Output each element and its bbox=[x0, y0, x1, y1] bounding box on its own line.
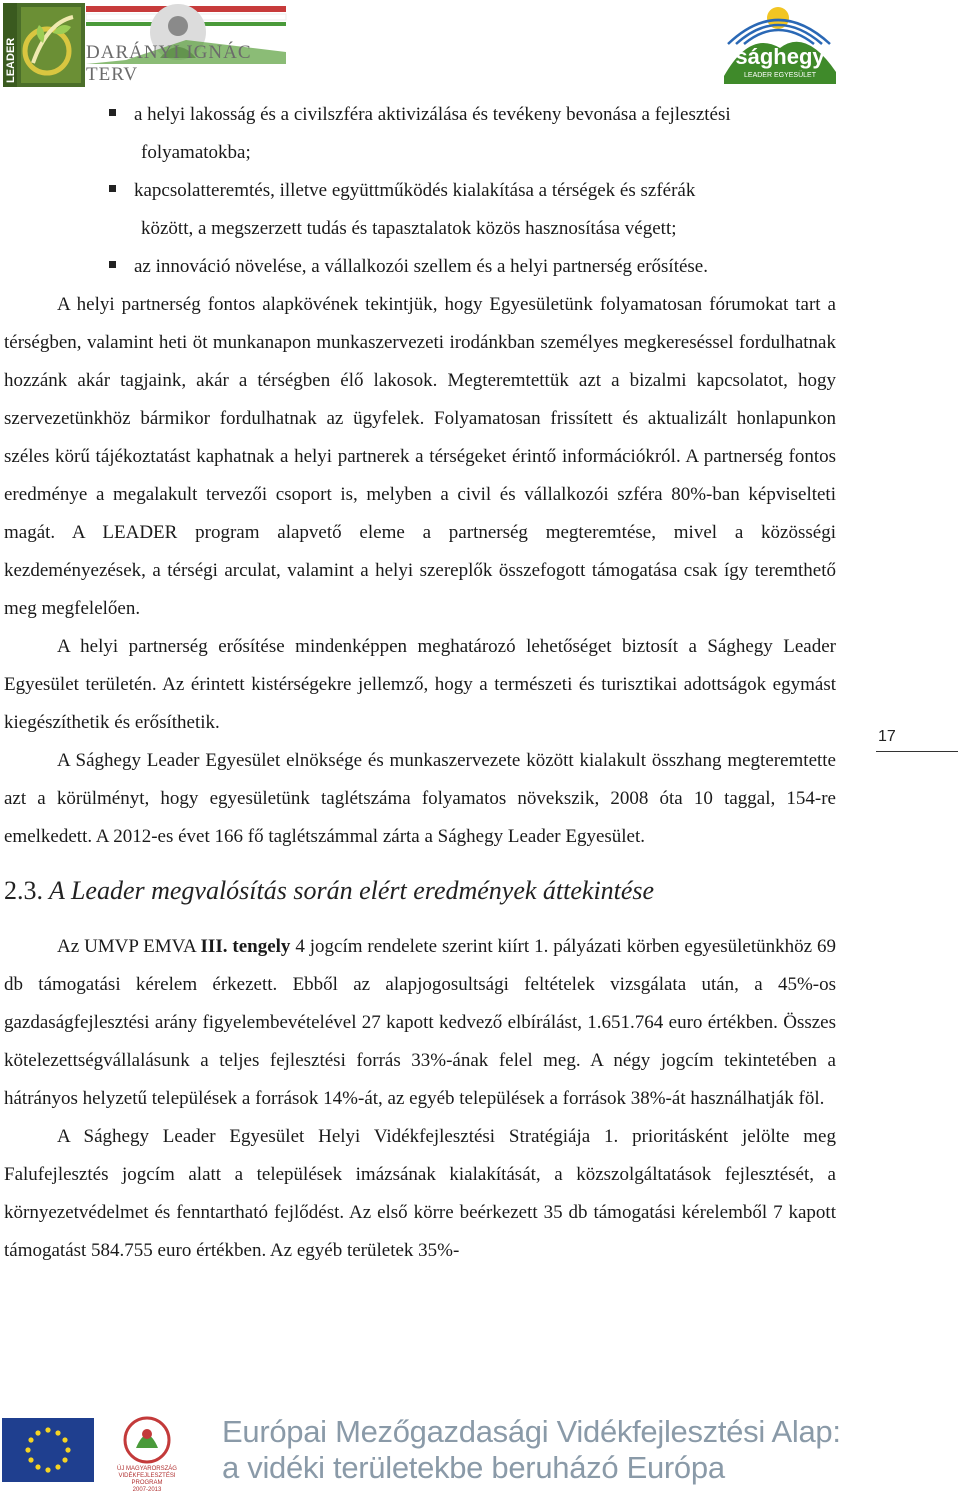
bullet-item bbox=[134, 248, 836, 286]
uj-magyarorszag-logo bbox=[106, 1414, 188, 1493]
umvp-text-line: VIDÉKFEJLESZTÉSI PROGRAM bbox=[118, 1473, 176, 1486]
page-footer bbox=[0, 1410, 960, 1493]
paragraph-bold-text: III. tengely bbox=[200, 936, 291, 957]
paragraph: A Sághegy Leader Egyesület elnöksége és munkaszervezete között kialakult összhang megteremtette azt a körülményt, hogy egyesületünk taglétszáma folyamatos növekszik, 2008 óta 10 taggal, 154-re emelkedett. A 2012-es évet 166 fő taglétszámmal zárta a Sághegy Leader Egyesület. bbox=[4, 750, 836, 847]
umvp-text-line: 2007-2013 bbox=[132, 1487, 162, 1493]
bullet-line: a helyi lakosság és a civilszféra aktivizálása és tevékeny bevonása a fejlesztési bbox=[134, 104, 731, 125]
saghegy-sub: LEADER EGYESÜLET bbox=[744, 72, 816, 79]
saghegy-logo bbox=[722, 2, 838, 84]
bullet-line: között, a megszerzett tudás és tapasztalatok közös hasznosítása végett; bbox=[141, 218, 677, 239]
saghegy-name: sághegy bbox=[735, 44, 825, 69]
daranyi-ignac-logo bbox=[86, 0, 296, 90]
umvp-text-line: ÚJ MAGYARORSZÁG bbox=[117, 1466, 177, 1472]
paragraph: A helyi partnerség fontos alapkövének tekintjük, hogy Egyesületünk folyamatosan fórumokat tart a térségben, valamint heti öt munkanapon munkaszervezeti irodánkban személyes megkereséssel fordulhatnak hozzánk akár tagjaink, akár a térségben élő lakosok. Megteremtettük azt a bizalmi kapcsolatot, hogy szervezetünkhöz bármikor fordulhatnak az ügyfelek. Folyamatosan frissített és aktualizált honlapunkon széles körű tájékoztatást kaphatnak a helyi partnerek a térségeket érintő információkról. A partnerség fontos eredménye a megalakult tervezői csoport is, melyben a civil és vállalkozói szféra 80%-ban képviselteti magát. A LEADER program alapvető eleme a partnerség megteremtése, mivel a közösségi kezdeményezések, a térségi arculat, valamint a helyi szereplők összefogott támogatása csak így teremthető meg megfelelően. bbox=[4, 294, 836, 619]
bullet-square-icon bbox=[109, 185, 116, 192]
footer-slogan-line2: a vidéki területekbe beruházó Európa bbox=[222, 1450, 725, 1485]
section-title: A Leader megvalósítás során elért eredmények áttekintése bbox=[49, 876, 655, 905]
bullet-line: kapcsolatteremtés, illetve együttműködés kialakítása a térségek és szférák bbox=[134, 180, 696, 201]
daranyi-ignac-title: DARÁNYI IGNÁC TERV bbox=[86, 42, 252, 85]
paragraph: A helyi partnerség erősítése mindenképpen meghatározó lehetőséget biztosít a Sághegy Leader Egyesület területén. Az érintett kistérségekre jellemző, hogy a természeti és turisztikai adottságok egymást kiegészíthetik és erősíthetik. bbox=[4, 636, 836, 733]
bullet-line: az innováció növelése, a vállalkozói szellem és a helyi partnerség erősítése. bbox=[134, 256, 708, 277]
section-heading bbox=[4, 872, 836, 910]
document-body bbox=[4, 96, 836, 1270]
leader-logo-text: LEADER bbox=[5, 37, 17, 83]
bullet-item bbox=[134, 96, 836, 172]
paragraph-text: 4 jogcím rendelete szerint kiírt 1. pályázati körben egyesületünkhöz 69 db támogatási kérelem érkezett. Ebből az alapjogosultsági feltételek vizsgálata után, a 45%-os gazdaságfejlesztési arány figyelembevételével 27 kapott kedvező elbírálást, 1.651.764 euro értékben. Összes kötelezettségvállalásunk a teljes fejlesztési forrás 33%-ának felel meg. A négy jogcím tekintetében a hátrányos helyzetű települések a források 14%-át, az egyéb települések a források 38%-át használhatják föl. bbox=[4, 936, 836, 1109]
paragraph: A Sághegy Leader Egyesület Helyi Vidékfejlesztési Stratégiája 1. prioritásként jelölte meg Falufejlesztés jogcím alatt a települések imázsának kialakítását, a közszolgáltatások fejlesztését, a környezetvédelmet és fenntartható fejlődést. Az első körre beérkezett 35 db támogatási kérelemből 7 kapott támogatást 584.755 euro értékben. Az egyéb területek 35%- bbox=[4, 1126, 836, 1261]
page-header bbox=[0, 0, 960, 92]
bullet-square-icon bbox=[109, 261, 116, 268]
paragraph bbox=[4, 928, 836, 1118]
page-number: 17 bbox=[876, 728, 958, 752]
paragraph-text: Az UMVP EMVA bbox=[57, 936, 201, 957]
bullet-square-icon bbox=[109, 109, 116, 116]
bullet-item bbox=[134, 172, 836, 248]
leader-logo bbox=[3, 3, 85, 87]
bullet-list bbox=[4, 96, 836, 286]
eu-flag-icon bbox=[2, 1418, 94, 1482]
footer-slogan-line1: Európai Mezőgazdasági Vidékfejlesztési Alap: bbox=[222, 1414, 841, 1449]
section-number: 2.3. bbox=[4, 876, 43, 905]
bullet-line: folyamatokba; bbox=[141, 142, 251, 163]
